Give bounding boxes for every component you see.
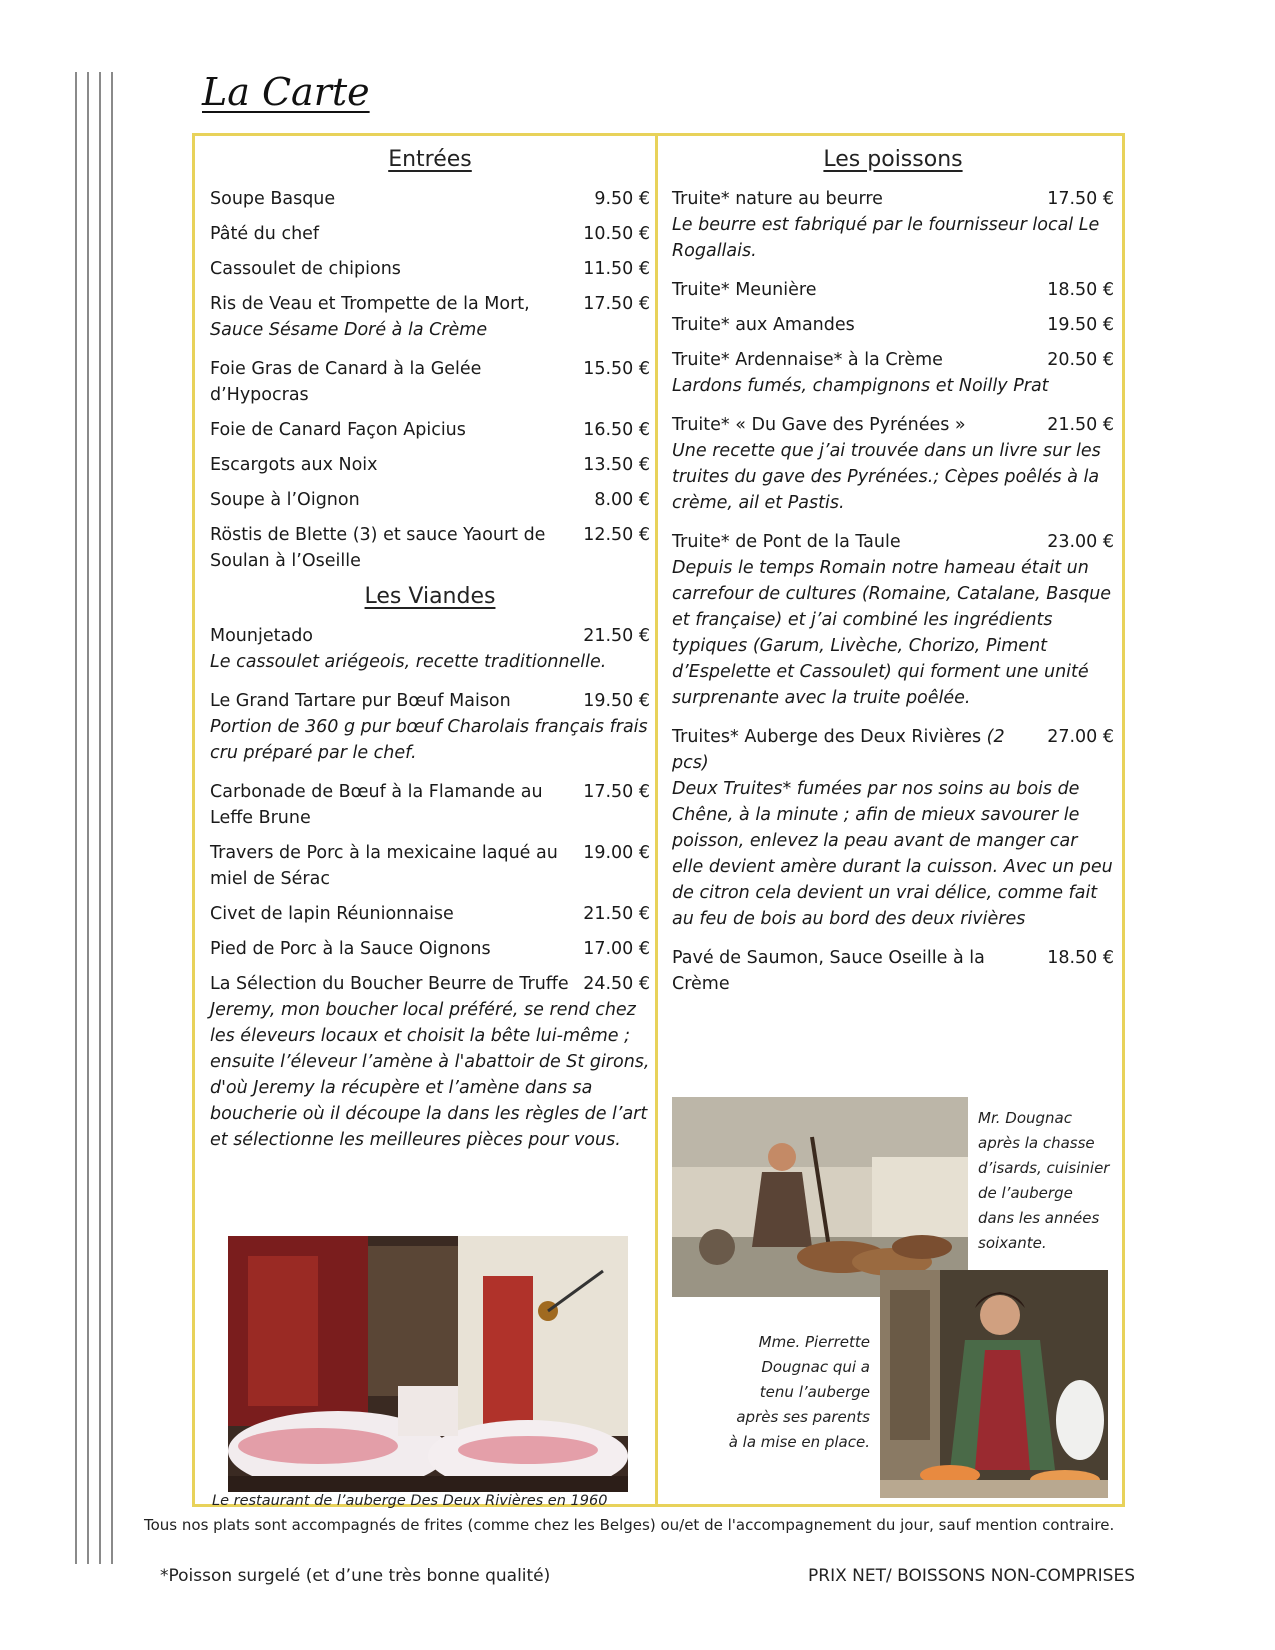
menu-item-price: 27.00 € — [1047, 727, 1114, 747]
menu-item-name: Le Grand Tartare pur Bœuf Maison — [210, 691, 511, 711]
menu-item-price: 12.50 € — [583, 525, 650, 545]
menu-item-head — [210, 186, 650, 212]
fish-note: *Poisson surgelé (et d’une très bonne qualité) — [160, 1566, 551, 1586]
menu-item-price: 23.00 € — [1047, 532, 1114, 552]
menu-item — [210, 452, 650, 478]
menu-item-name: Foie Gras de Canard à la Gelée d’Hypocras — [210, 359, 482, 405]
menu-item — [210, 221, 650, 247]
caption-line: tenu l’auberge — [759, 1383, 870, 1401]
menu-item-head — [210, 971, 650, 997]
menu-item — [672, 347, 1114, 399]
menu-item — [672, 529, 1114, 711]
column-divider — [655, 133, 658, 1507]
menu-item — [210, 688, 650, 766]
menu-item-description: Une recette que j’ai trouvée dans un livre sur les truites du gave des Pyrénées.; Cèpes poêlés à la crème, ail et Pastis. — [672, 441, 1101, 513]
menu-item — [210, 356, 650, 408]
right-column — [672, 147, 1114, 1006]
margin-line — [75, 72, 77, 1564]
menu-item — [210, 487, 650, 513]
menu-item-head — [210, 256, 650, 282]
menu-item-price: 9.50 € — [594, 189, 650, 209]
menu-item — [672, 186, 1114, 264]
menu-item-head — [210, 901, 650, 927]
menu-item-description: Le beurre est fabriqué par le fournisseur local Le Rogallais. — [672, 215, 1100, 261]
menu-item — [210, 291, 650, 343]
left-column — [210, 147, 650, 1166]
menu-item-name: Truite* Ardennaise* à la Crème — [672, 350, 943, 370]
restaurant-photo — [228, 1236, 628, 1492]
menu-item-price: 15.50 € — [583, 359, 650, 379]
menu-item-price: 18.50 € — [1047, 948, 1114, 968]
menu-item — [672, 724, 1114, 932]
section-title-entrees: Entrées — [388, 147, 472, 172]
menu-item-price: 21.50 € — [1047, 415, 1114, 435]
menu-item-description: Portion de 360 g pur bœuf Charolais français frais cru préparé par le chef. — [210, 717, 648, 763]
menu-item-head — [210, 487, 650, 513]
menu-item-name: Soupe Basque — [210, 189, 336, 209]
margin-line — [87, 72, 89, 1564]
menu-item-name: Foie de Canard Façon Apicius — [210, 420, 466, 440]
menu-item-head — [672, 186, 1114, 212]
caption-line: d’isards, cuisinier — [978, 1159, 1110, 1177]
pierrette-photo — [880, 1270, 1108, 1498]
menu-item — [672, 312, 1114, 338]
menu-item — [210, 417, 650, 443]
poissons-list — [672, 186, 1114, 997]
menu-item-head — [210, 840, 650, 892]
menu-item — [672, 412, 1114, 516]
menu-item-head — [210, 221, 650, 247]
menu-item-price: 17.00 € — [583, 939, 650, 959]
menu-item-name: Cassoulet de chipions — [210, 259, 401, 279]
menu-item-price: 11.50 € — [583, 259, 650, 279]
caption-line: Mme. Pierrette — [758, 1333, 870, 1351]
menu-item-price: 24.50 € — [583, 974, 650, 994]
menu-item-head — [210, 356, 650, 408]
menu-item-name: La Sélection du Boucher Beurre de Truffe — [210, 974, 569, 994]
menu-item-head — [672, 277, 1114, 303]
menu-item-name: Truite* nature au beurre — [672, 189, 883, 209]
menu-item-head — [672, 412, 1114, 438]
menu-item-description: Deux Truites* fumées par nos soins au bois de Chêne, à la minute ; afin de mieux savourer le poisson, enlevez la peau avant de manger car elle devient amère durant la cuisson. Avec un peu de citron cela devient un vrai délice, comme fait au feu de bois au bord des deux rivières — [672, 779, 1113, 929]
menu-item-price: 10.50 € — [583, 224, 650, 244]
margin-line — [99, 72, 101, 1564]
menu-item — [210, 623, 650, 675]
menu-item-name-extra: (2 pcs) — [672, 727, 1005, 773]
menu-item-name: Carbonade de Bœuf à la Flamande au Leffe Brune — [210, 782, 543, 828]
menu-item-price: 18.50 € — [1047, 280, 1114, 300]
menu-item-name: Civet de lapin Réunionnaise — [210, 904, 454, 924]
menu-item-name: Escargots aux Noix — [210, 455, 378, 475]
menu-item-price: 21.50 € — [583, 626, 650, 646]
caption-line: dans les années — [978, 1209, 1100, 1227]
menu-item — [672, 945, 1114, 997]
viandes-list — [210, 623, 650, 1153]
menu-item — [210, 779, 650, 831]
menu-item-head — [672, 347, 1114, 373]
menu-item-head — [210, 936, 650, 962]
menu-item-name: Pavé de Saumon, Sauce Oseille à la Crème — [672, 948, 985, 994]
caption-line: Dougnac qui a — [761, 1358, 870, 1376]
menu-item-head — [672, 945, 1114, 997]
menu-item — [210, 971, 650, 1153]
menu-item-price: 19.00 € — [583, 843, 650, 863]
menu-item-head — [210, 779, 650, 831]
menu-item-name: Mounjetado — [210, 626, 314, 646]
menu-item-price: 19.50 € — [583, 691, 650, 711]
menu-item-description: Depuis le temps Romain notre hameau était un carrefour de cultures (Romaine, Catalane, Basque et française) et j’ai combiné les ingrédients typiques (Garum, Livèche, Chorizo, Piment d’Espelette et Cassoulet) qui forment une unité surprenante avec la truite poêlée. — [672, 558, 1112, 708]
menu-item — [210, 256, 650, 282]
menu-item-price: 13.50 € — [583, 455, 650, 475]
menu-item-name: Truite* Meunière — [672, 280, 817, 300]
menu-item-name: Truite* aux Amandes — [672, 315, 855, 335]
menu-item-price: 21.50 € — [583, 904, 650, 924]
menu-item-head — [672, 529, 1114, 555]
menu-item — [210, 936, 650, 962]
menu-item-description: Jeremy, mon boucher local préféré, se rend chez les éleveurs locaux et choisit la bête lui-même ; ensuite l’éleveur l’amène à l'abattoir de St girons, d'où Jeremy la récupère et l’amène dans sa boucherie où il découpe la dans les règles de l’art et sélectionne les meilleures pièces pour vous. — [210, 1000, 650, 1150]
menu-item-head — [210, 623, 650, 649]
menu-item — [210, 901, 650, 927]
menu-item-head — [672, 312, 1114, 338]
caption-line: après la chasse — [978, 1134, 1095, 1152]
menu-item-name: Truites* Auberge des Deux Rivières (2 pcs) — [672, 727, 1005, 773]
menu-item-price: 16.50 € — [583, 420, 650, 440]
dougnac-caption — [978, 1106, 1118, 1256]
menu-item-price: 17.50 € — [1047, 189, 1114, 209]
section-title-poissons: Les poissons — [823, 147, 963, 172]
menu-item-description: Le cassoulet ariégeois, recette traditionnelle. — [210, 652, 607, 672]
section-title-viandes: Les Viandes — [364, 584, 496, 609]
menu-item-price: 8.00 € — [594, 490, 650, 510]
dougnac-hunting-photo — [672, 1097, 968, 1297]
caption-line: après ses parents — [736, 1408, 870, 1426]
menu-item-description: Sauce Sésame Doré à la Crème — [210, 320, 488, 340]
menu-item-head — [210, 291, 650, 317]
caption-line: Mr. Dougnac — [978, 1109, 1072, 1127]
menu-item-name: Pied de Porc à la Sauce Oignons — [210, 939, 491, 959]
caption-line: soixante. — [978, 1234, 1047, 1252]
margin-line — [111, 72, 113, 1564]
menu-item — [210, 186, 650, 212]
menu-item-price: 19.50 € — [1047, 315, 1114, 335]
menu-item-name: Truite* « Du Gave des Pyrénées » — [672, 415, 966, 435]
menu-item — [210, 840, 650, 892]
menu-item-name: Röstis de Blette (3) et sauce Yaourt de Soulan à l’Oseille — [210, 525, 546, 571]
price-note: PRIX NET/ BOISSONS NON-COMPRISES — [808, 1566, 1136, 1586]
menu-item-head — [210, 417, 650, 443]
footer-note: Tous nos plats sont accompagnés de frites (comme chez les Belges) ou/et de l'accompagnement du jour, sauf mention contraire. — [144, 1516, 1115, 1534]
menu-item-name: Travers de Porc à la mexicaine laqué au miel de Sérac — [210, 843, 558, 889]
menu-item-name: Ris de Veau et Trompette de la Mort, — [210, 294, 530, 314]
restaurant-caption: Le restaurant de l’auberge Des Deux Rivières en 1960 — [212, 1493, 608, 1509]
menu-item-price: 17.50 € — [583, 782, 650, 802]
caption-line: de l’auberge — [978, 1184, 1073, 1202]
menu-item-description: Lardons fumés, champignons et Noilly Prat — [672, 376, 1049, 396]
menu-item-head — [210, 452, 650, 478]
menu-item-name: Pâté du chef — [210, 224, 320, 244]
menu-item-head — [210, 522, 650, 574]
menu-item — [210, 522, 650, 574]
menu-item-name: Soupe à l’Oignon — [210, 490, 360, 510]
menu-item — [672, 277, 1114, 303]
caption-line: à la mise en place. — [728, 1433, 870, 1451]
menu-item-name: Truite* de Pont de la Taule — [672, 532, 901, 552]
menu-item-head — [210, 688, 650, 714]
entrees-list — [210, 186, 650, 574]
menu-item-price: 17.50 € — [583, 294, 650, 314]
menu-item-head — [672, 724, 1114, 776]
pierrette-caption — [700, 1330, 870, 1455]
page-title: La Carte — [202, 70, 370, 114]
menu-item-price: 20.50 € — [1047, 350, 1114, 370]
